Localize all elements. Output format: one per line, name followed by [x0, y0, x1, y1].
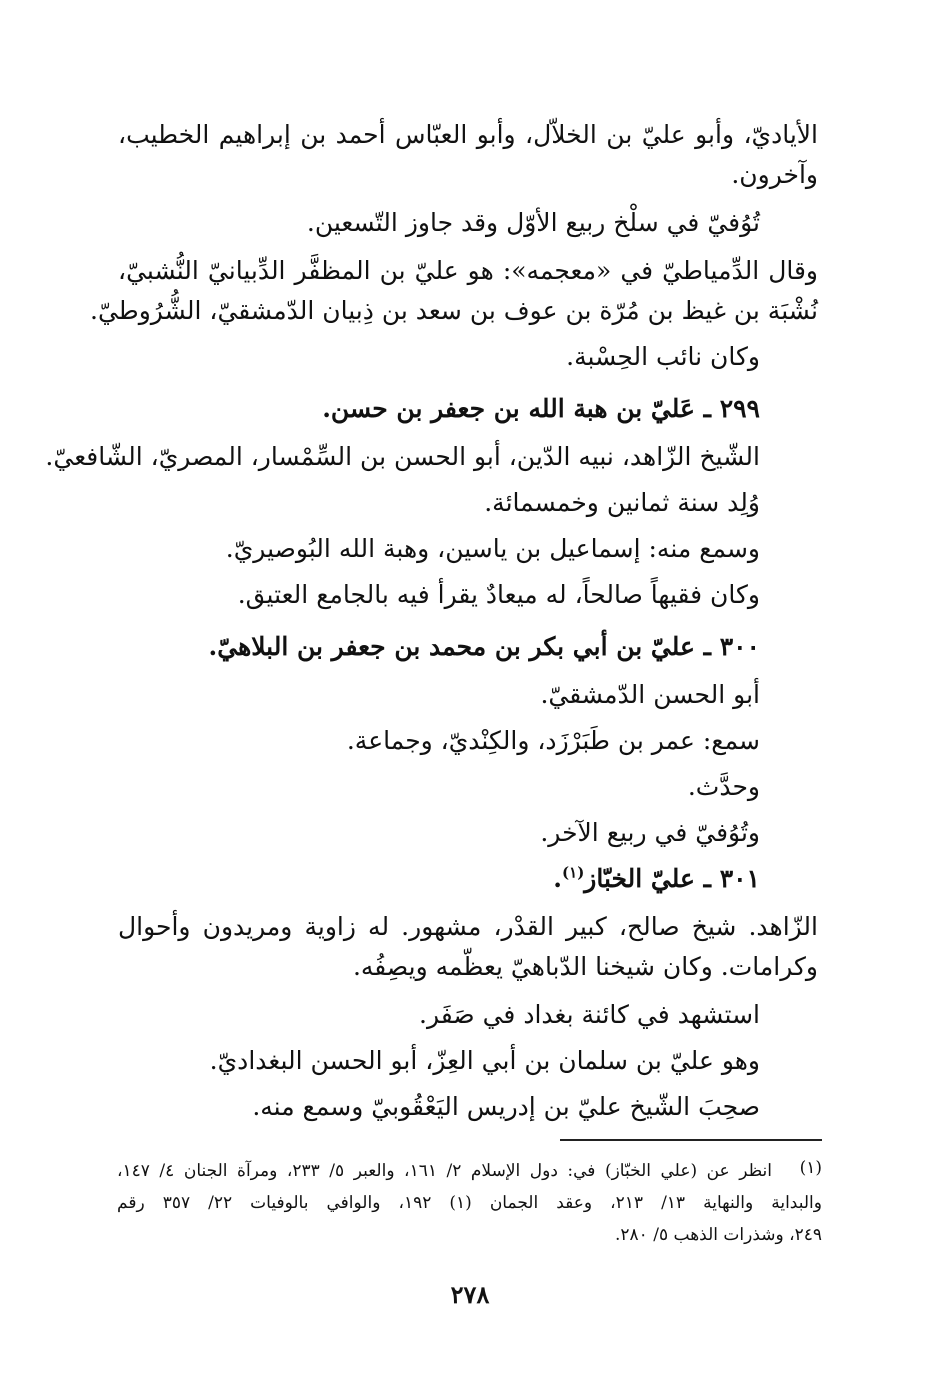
- text-line: وآخرون.: [731, 160, 818, 189]
- text-line: سمع: عمر بن طَبَرْزَد، والكِنْديّ، وجماعة.: [346, 726, 760, 755]
- entry-title: ٣٠١ ـ عليّ الخبّاز: [584, 864, 760, 893]
- text-line: وُلِد سنة ثمانين وخمسمائة.: [484, 488, 760, 517]
- footnote-number: (١): [799, 1158, 822, 1178]
- text-line: صحِبَ الشّيخ عليّ بن إدريس اليَعْقُوبيّ وسمع منه.: [252, 1092, 760, 1121]
- entry-heading-299: ٢٩٩ ـ عَليّ بن هبة الله بن جعفر بن حسن.: [322, 394, 760, 423]
- footnote-reference: (١): [562, 863, 585, 882]
- footnote-line: والبداية والنهاية ١٣/ ٢١٣، وعقد الجمان (١) ١٩٢، والوافي بالوفيات ٢٢/ ٣٥٧ رقم: [117, 1193, 822, 1213]
- entry-heading-300: ٣٠٠ ـ عليّ بن أبي بكر بن محمد بن جعفر بن البلاهيّ.: [208, 632, 760, 661]
- text-line: استشهد في كائنة بغداد في صَفَر.: [419, 1000, 760, 1029]
- text-line: أبو الحسن الدّمشقيّ.: [540, 680, 760, 709]
- text-line: الأياديّ، وأبو عليّ بن الخلاّل، وأبو العبّاس أحمد بن إبراهيم الخطيب،: [118, 120, 818, 149]
- text-line: وتُوُفيّ في ربيع الآخر.: [540, 818, 760, 847]
- text-line: نُشْبَة بن غيظ بن مُرّة بن عوف بن سعد بن ذِبيان الدّمشقيّ، الشُّرُوطيّ.: [90, 296, 818, 325]
- text-line: الشّيخ الزّاهد، نبيه الدّين، أبو الحسن بن السِّمْسار، المصريّ، الشّافعيّ.: [45, 442, 760, 471]
- entry-period: .: [553, 864, 563, 893]
- text-line: وسمع منه: إسماعيل بن ياسين، وهبة الله البُوصيريّ.: [225, 534, 760, 563]
- text-line: تُوُفيّ في سلْخ ربيع الأوّل وقد جاوز التّسعين.: [306, 208, 760, 237]
- text-line: وقال الدِّمياطيّ في «معجمه»: هو عليّ بن المظفَّر الدِّبيانيّ النُّشبيّ،: [118, 256, 818, 285]
- footnote-line: انظر عن (علي الخبّاز) في: دول الإسلام ٢/ ١٦١، والعبر ٥/ ٢٣٣، ومرآة الجنان ٤/ ١٤٧،: [117, 1161, 773, 1181]
- text-line: وكرامات. وكان شيخنا الدّباهيّ يعظّمه ويصِفُه.: [352, 952, 818, 981]
- text-line: الزّاهد. شيخ صالح، كبير القدْر، مشهور. له زاوية ومريدون وأحوال: [118, 912, 818, 941]
- text-line: وكان فقيهاً صالحاً، له ميعادٌ يقرأ فيه بالجامع العتيق.: [237, 580, 760, 609]
- text-line: وكان نائب الحِسْبة.: [566, 342, 760, 371]
- footnote-line: ٢٤٩، وشذرات الذهب ٥/ ٢٨٠.: [615, 1225, 822, 1245]
- text-line: وهو عليّ بن سلمان بن أبي العِزّ، أبو الحسن البغداديّ.: [209, 1046, 760, 1075]
- page-number: ٢٧٨: [450, 1280, 490, 1309]
- entry-heading-301: [553, 862, 760, 896]
- text-line: وحدَّث.: [687, 772, 760, 801]
- footnote-separator: [560, 1139, 822, 1141]
